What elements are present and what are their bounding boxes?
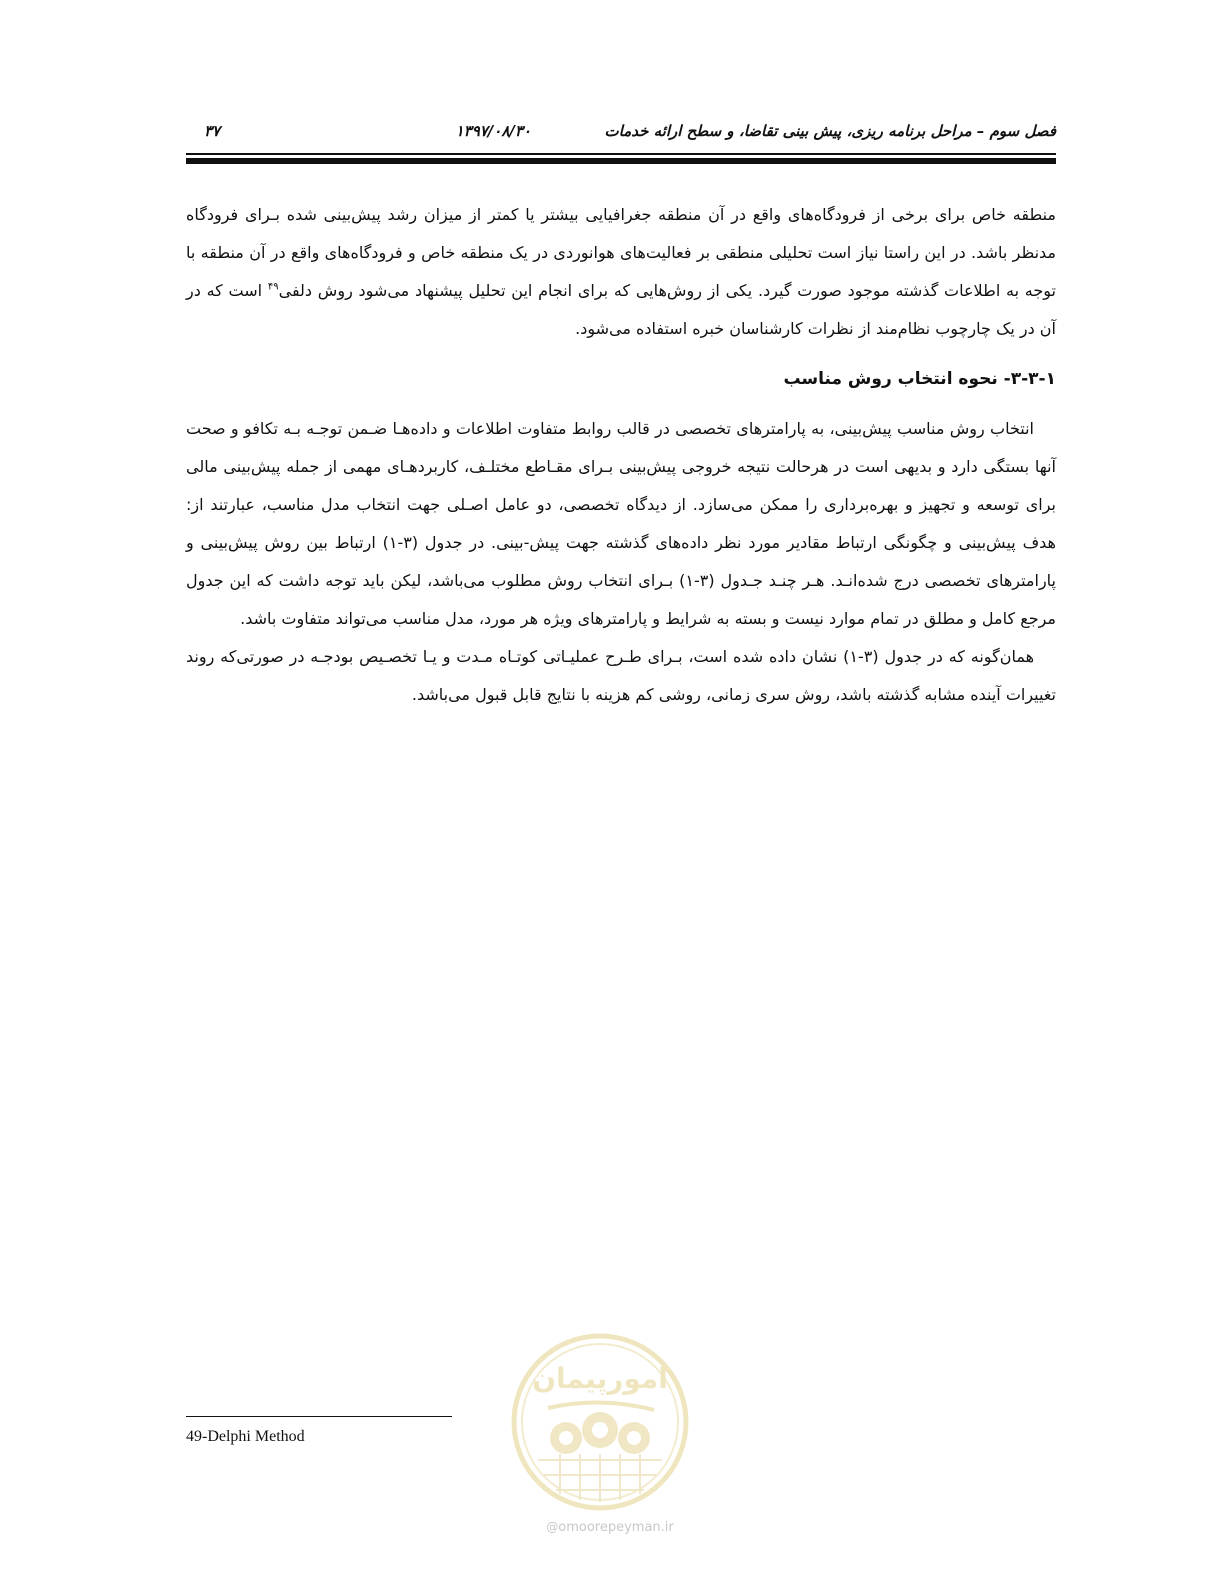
header-date: ۱۳۹۷/۰۸/۳۰ xyxy=(455,122,531,140)
paragraph-1-end: است که در آن در یک چارچوب نظام‌مند از نظرات کارشناسان خبره استفاده می‌شود. xyxy=(186,281,1056,338)
header-rule-thick xyxy=(186,158,1056,164)
body-text xyxy=(186,196,1056,714)
chapter-title: فصل سوم – مراحل برنامه ریزی، پیش بینی تقاضا، و سطح ارائه خدمات xyxy=(604,122,1056,140)
header-rule-thin xyxy=(186,153,1056,155)
at-icon: @ xyxy=(546,1520,559,1534)
watermark-logo xyxy=(508,1330,692,1514)
footnote-rule xyxy=(186,1416,452,1417)
footnote-text: 49-Delphi Method xyxy=(186,1428,305,1445)
watermark-logo-text: امورپیمان xyxy=(532,1362,668,1395)
paragraph-1 xyxy=(186,196,1056,348)
watermark-url: @omoorepeyman.ir xyxy=(546,1520,674,1535)
paragraph-1-text: منطقه خاص برای برخی از فرودگاه‌های واقع در آن منطقه جغرافیایی بیشتر یا کمتر از میزان رشد پیش‌بینی شده بـرای فرودگاه مدنظر باشد. در این راستا نیاز است تحلیلی منطقی بر فعالیت‌های هوانوردی در یک منطقه خاص و فرودگاه‌های واقع در آن منطقه با توجه به اطلاعات گذشته موجود صورت گیرد. یکی از روش‌هایی که برای انجام این تحلیل پیشنهاد می‌شود روش دلفی xyxy=(186,205,1056,300)
section-heading: ۳-۳-۱- نحوه انتخاب روش مناسب xyxy=(783,369,1056,389)
page-number: ۳۷ xyxy=(204,122,221,140)
page-header xyxy=(186,116,1056,150)
footnote-reference[interactable]: ۴۹ xyxy=(267,281,279,293)
paragraph-3: همان‌گونه که در جدول (۳-۱) نشان داده شده است، بـرای طـرح عملیـاتی کوتـاه مـدت و یـا تخصـیص بودجـه در صورتی‌که روند تغییرات آینده مشابه گذشته باشد، روش سری زمانی، روشی کم هزینه با نتایج قابل قبول می‌باشد. xyxy=(186,647,1056,704)
paragraph-2: انتخاب روش مناسب پیش‌بینی، به پارامترهای تخصصی در قالب روابط متفاوت اطلاعات و داده‌هـا ضـمن توجـه بـه تکافو و صحت آنها بستگی دارد و بدیهی است در هرحالت نتیجه خروجی پیش‌بینی بـرای مقـاطع مختلـف، کاربردهـای مهمی از جمله پیش‌بینی مالی برای توسعه و تجهیز و بهره‌برداری را ممکن می‌سازد. از دیدگاه تخصصی، دو عامل اصـلی جهت انتخاب مدل مناسب، عبارتند از: هدف پیش‌بینی و چگونگی ارتباط مقادیر مورد نظر داده‌های گذشته جهت پیش-بینی. در جدول (۳-۱) ارتباط بین روش پیش‌بینی و پارامترهای تخصصی درج شده‌انـد. هـر چنـد جـدول (۳-۱) بـرای انتخاب روش مطلوب می‌باشد، لیکن باید توجه داشت که این جدول مرجع کامل و مطلق در تمام موارد نیست و بسته به شرایط و پارامترهای ویژه هر مورد، مدل مناسب می‌تواند متفاوت باشد. xyxy=(186,419,1057,628)
